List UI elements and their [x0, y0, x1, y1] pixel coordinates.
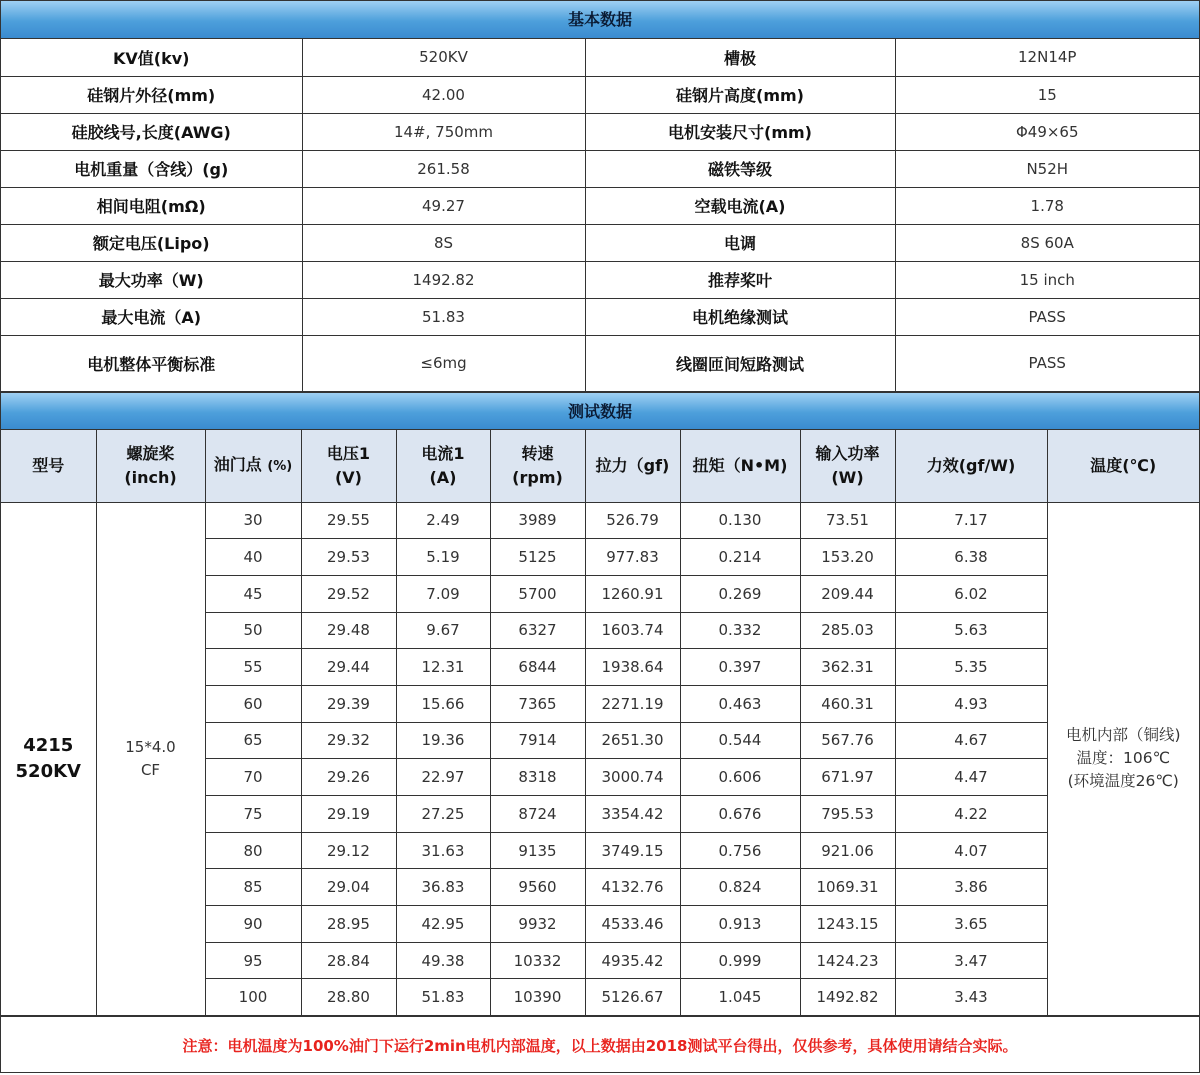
spec-label: 电机绝缘测试	[585, 298, 895, 335]
header-current: 电流1 (A)	[396, 430, 490, 503]
current-cell: 27.25	[396, 796, 490, 833]
spec-value: 8S	[302, 224, 585, 261]
header-propeller: 螺旋桨 (inch)	[96, 430, 205, 503]
basic-data-row	[1, 150, 1199, 187]
efficiency-cell: 3.47	[895, 942, 1047, 979]
input-power-cell: 567.76	[800, 722, 895, 759]
throttle-cell: 65	[205, 722, 301, 759]
current-cell: 2.49	[396, 502, 490, 539]
spec-label: 电机整体平衡标准	[1, 335, 302, 391]
temperature-line: 温度：106℃	[1076, 749, 1170, 768]
spec-label: 推荐桨叶	[585, 261, 895, 298]
spec-value: 49.27	[302, 187, 585, 224]
header-torque: 扭矩（N•M)	[680, 430, 800, 503]
basic-data-row	[1, 335, 1199, 391]
current-cell: 5.19	[396, 539, 490, 576]
test-data-row	[1, 502, 1199, 539]
input-power-cell: 795.53	[800, 796, 895, 833]
current-cell: 42.95	[396, 906, 490, 943]
voltage-cell: 28.95	[301, 906, 396, 943]
temperature-cell	[1047, 502, 1199, 1016]
thrust-cell: 4935.42	[585, 942, 680, 979]
spec-label: KV值(kv)	[1, 39, 302, 76]
current-cell: 22.97	[396, 759, 490, 796]
spec-value: 12N14P	[895, 39, 1199, 76]
speed-cell: 9560	[490, 869, 585, 906]
thrust-cell: 4533.46	[585, 906, 680, 943]
spec-value: 42.00	[302, 76, 585, 113]
efficiency-cell: 4.22	[895, 796, 1047, 833]
header-model: 型号	[1, 430, 96, 503]
spec-value: 261.58	[302, 150, 585, 187]
voltage-cell: 29.12	[301, 832, 396, 869]
speed-cell: 7914	[490, 722, 585, 759]
throttle-cell: 55	[205, 649, 301, 686]
spec-value: PASS	[895, 298, 1199, 335]
propeller-line: CF	[140, 760, 161, 779]
thrust-cell: 3749.15	[585, 832, 680, 869]
efficiency-cell: 3.86	[895, 869, 1047, 906]
current-cell: 31.63	[396, 832, 490, 869]
temperature-line: 电机内部（铜线)	[1065, 726, 1181, 745]
current-cell: 49.38	[396, 942, 490, 979]
throttle-cell: 50	[205, 612, 301, 649]
torque-cell: 0.463	[680, 685, 800, 722]
spec-label: 槽极	[585, 39, 895, 76]
input-power-cell: 362.31	[800, 649, 895, 686]
voltage-cell: 29.52	[301, 575, 396, 612]
torque-cell: 0.214	[680, 539, 800, 576]
basic-data-row	[1, 224, 1199, 261]
footnote-warning: 注意：电机温度为100%油门下运行2min电机内部温度，以上数据由2018测试平台得出，仅供参考，具体使用请结合实际。	[1, 1016, 1199, 1074]
voltage-cell: 29.39	[301, 685, 396, 722]
spec-value: PASS	[895, 335, 1199, 391]
torque-cell: 0.756	[680, 832, 800, 869]
propeller-line: 15*4.0	[125, 737, 176, 756]
input-power-cell: 1069.31	[800, 869, 895, 906]
spec-value: 51.83	[302, 298, 585, 335]
current-cell: 7.09	[396, 575, 490, 612]
input-power-cell: 1424.23	[800, 942, 895, 979]
torque-cell: 0.130	[680, 502, 800, 539]
thrust-cell: 3000.74	[585, 759, 680, 796]
spec-label: 最大电流（A)	[1, 298, 302, 335]
spec-label: 电机重量（含线）(g)	[1, 150, 302, 187]
input-power-cell: 671.97	[800, 759, 895, 796]
torque-cell: 0.397	[680, 649, 800, 686]
basic-data-row	[1, 187, 1199, 224]
current-cell: 51.83	[396, 979, 490, 1016]
thrust-cell: 4132.76	[585, 869, 680, 906]
spec-value: N52H	[895, 150, 1199, 187]
spec-value: 15 inch	[895, 261, 1199, 298]
spec-value: 14#, 750mm	[302, 113, 585, 150]
throttle-cell: 70	[205, 759, 301, 796]
spec-label: 相间电阻(mΩ)	[1, 187, 302, 224]
speed-cell: 5700	[490, 575, 585, 612]
temperature-line: (环境温度26℃)	[1067, 772, 1179, 791]
spec-value: 15	[895, 76, 1199, 113]
spec-value: ≤6mg	[302, 335, 585, 391]
throttle-cell: 75	[205, 796, 301, 833]
input-power-cell: 1492.82	[800, 979, 895, 1016]
model-line: 4215	[23, 734, 74, 756]
thrust-cell: 526.79	[585, 502, 680, 539]
voltage-cell: 29.04	[301, 869, 396, 906]
throttle-cell: 100	[205, 979, 301, 1016]
voltage-cell: 29.19	[301, 796, 396, 833]
thrust-cell: 2271.19	[585, 685, 680, 722]
speed-cell: 8318	[490, 759, 585, 796]
torque-cell: 0.913	[680, 906, 800, 943]
speed-cell: 3989	[490, 502, 585, 539]
spec-label: 硅胶线号,长度(AWG)	[1, 113, 302, 150]
test-data-section-header: 测试数据	[1, 392, 1199, 430]
voltage-cell: 29.32	[301, 722, 396, 759]
input-power-cell: 285.03	[800, 612, 895, 649]
voltage-cell: 29.44	[301, 649, 396, 686]
voltage-cell: 29.53	[301, 539, 396, 576]
speed-cell: 6327	[490, 612, 585, 649]
header-thrust: 拉力（gf)	[585, 430, 680, 503]
efficiency-cell: 4.07	[895, 832, 1047, 869]
speed-cell: 10390	[490, 979, 585, 1016]
torque-cell: 0.999	[680, 942, 800, 979]
voltage-cell: 29.48	[301, 612, 396, 649]
throttle-cell: 90	[205, 906, 301, 943]
throttle-cell: 30	[205, 502, 301, 539]
input-power-cell: 73.51	[800, 502, 895, 539]
throttle-cell: 80	[205, 832, 301, 869]
model-cell	[1, 502, 96, 1016]
current-cell: 15.66	[396, 685, 490, 722]
input-power-cell: 1243.15	[800, 906, 895, 943]
throttle-cell: 45	[205, 575, 301, 612]
spec-value: 1.78	[895, 187, 1199, 224]
efficiency-cell: 6.02	[895, 575, 1047, 612]
thrust-cell: 2651.30	[585, 722, 680, 759]
torque-cell: 0.676	[680, 796, 800, 833]
efficiency-cell: 4.93	[895, 685, 1047, 722]
speed-cell: 10332	[490, 942, 585, 979]
thrust-cell: 1260.91	[585, 575, 680, 612]
thrust-cell: 5126.67	[585, 979, 680, 1016]
spec-label: 电调	[585, 224, 895, 261]
efficiency-cell: 4.47	[895, 759, 1047, 796]
speed-cell: 6844	[490, 649, 585, 686]
torque-cell: 0.332	[680, 612, 800, 649]
spec-label: 空载电流(A)	[585, 187, 895, 224]
thrust-cell: 977.83	[585, 539, 680, 576]
current-cell: 12.31	[396, 649, 490, 686]
header-voltage: 电压1 (V)	[301, 430, 396, 503]
throttle-cell: 60	[205, 685, 301, 722]
spec-label: 电机安装尺寸(mm)	[585, 113, 895, 150]
spec-label: 硅钢片外径(mm)	[1, 76, 302, 113]
voltage-cell: 29.26	[301, 759, 396, 796]
efficiency-cell: 7.17	[895, 502, 1047, 539]
throttle-cell: 40	[205, 539, 301, 576]
basic-data-row	[1, 76, 1199, 113]
current-cell: 36.83	[396, 869, 490, 906]
efficiency-cell: 3.65	[895, 906, 1047, 943]
efficiency-cell: 6.38	[895, 539, 1047, 576]
spec-label: 最大功率（W)	[1, 261, 302, 298]
current-cell: 19.36	[396, 722, 490, 759]
input-power-cell: 153.20	[800, 539, 895, 576]
spec-value: 1492.82	[302, 261, 585, 298]
basic-data-table	[1, 39, 1199, 392]
torque-cell: 0.544	[680, 722, 800, 759]
header-speed: 转速 (rpm)	[490, 430, 585, 503]
spec-label: 线圈匝间短路测试	[585, 335, 895, 391]
speed-cell: 9135	[490, 832, 585, 869]
current-cell: 9.67	[396, 612, 490, 649]
voltage-cell: 28.84	[301, 942, 396, 979]
spec-label: 磁铁等级	[585, 150, 895, 187]
basic-data-row	[1, 39, 1199, 76]
efficiency-cell: 5.35	[895, 649, 1047, 686]
torque-cell: 0.824	[680, 869, 800, 906]
header-input-power: 输入功率 (W)	[800, 430, 895, 503]
thrust-cell: 3354.42	[585, 796, 680, 833]
torque-cell: 0.606	[680, 759, 800, 796]
spec-value: Φ49×65	[895, 113, 1199, 150]
speed-cell: 8724	[490, 796, 585, 833]
spec-value: 520KV	[302, 39, 585, 76]
throttle-cell: 95	[205, 942, 301, 979]
basic-data-row	[1, 298, 1199, 335]
efficiency-cell: 4.67	[895, 722, 1047, 759]
torque-cell: 0.269	[680, 575, 800, 612]
basic-data-row	[1, 261, 1199, 298]
speed-cell: 9932	[490, 906, 585, 943]
test-header-row	[1, 430, 1199, 503]
propeller-cell	[96, 502, 205, 1016]
speed-cell: 5125	[490, 539, 585, 576]
thrust-cell: 1603.74	[585, 612, 680, 649]
torque-cell: 1.045	[680, 979, 800, 1016]
spec-label: 额定电压(Lipo)	[1, 224, 302, 261]
basic-data-section-header: 基本数据	[1, 1, 1199, 39]
efficiency-cell: 3.43	[895, 979, 1047, 1016]
header-efficiency: 力效(gf/W)	[895, 430, 1047, 503]
efficiency-cell: 5.63	[895, 612, 1047, 649]
basic-data-row	[1, 113, 1199, 150]
input-power-cell: 921.06	[800, 832, 895, 869]
header-throttle: 油门点 (%)	[205, 430, 301, 503]
header-temperature: 温度(℃)	[1047, 430, 1199, 503]
spec-label: 硅钢片高度(mm)	[585, 76, 895, 113]
speed-cell: 7365	[490, 685, 585, 722]
throttle-cell: 85	[205, 869, 301, 906]
voltage-cell: 29.55	[301, 502, 396, 539]
thrust-cell: 1938.64	[585, 649, 680, 686]
voltage-cell: 28.80	[301, 979, 396, 1016]
model-line: 520KV	[15, 760, 81, 782]
test-data-table	[1, 430, 1199, 1017]
input-power-cell: 460.31	[800, 685, 895, 722]
spec-value: 8S 60A	[895, 224, 1199, 261]
input-power-cell: 209.44	[800, 575, 895, 612]
